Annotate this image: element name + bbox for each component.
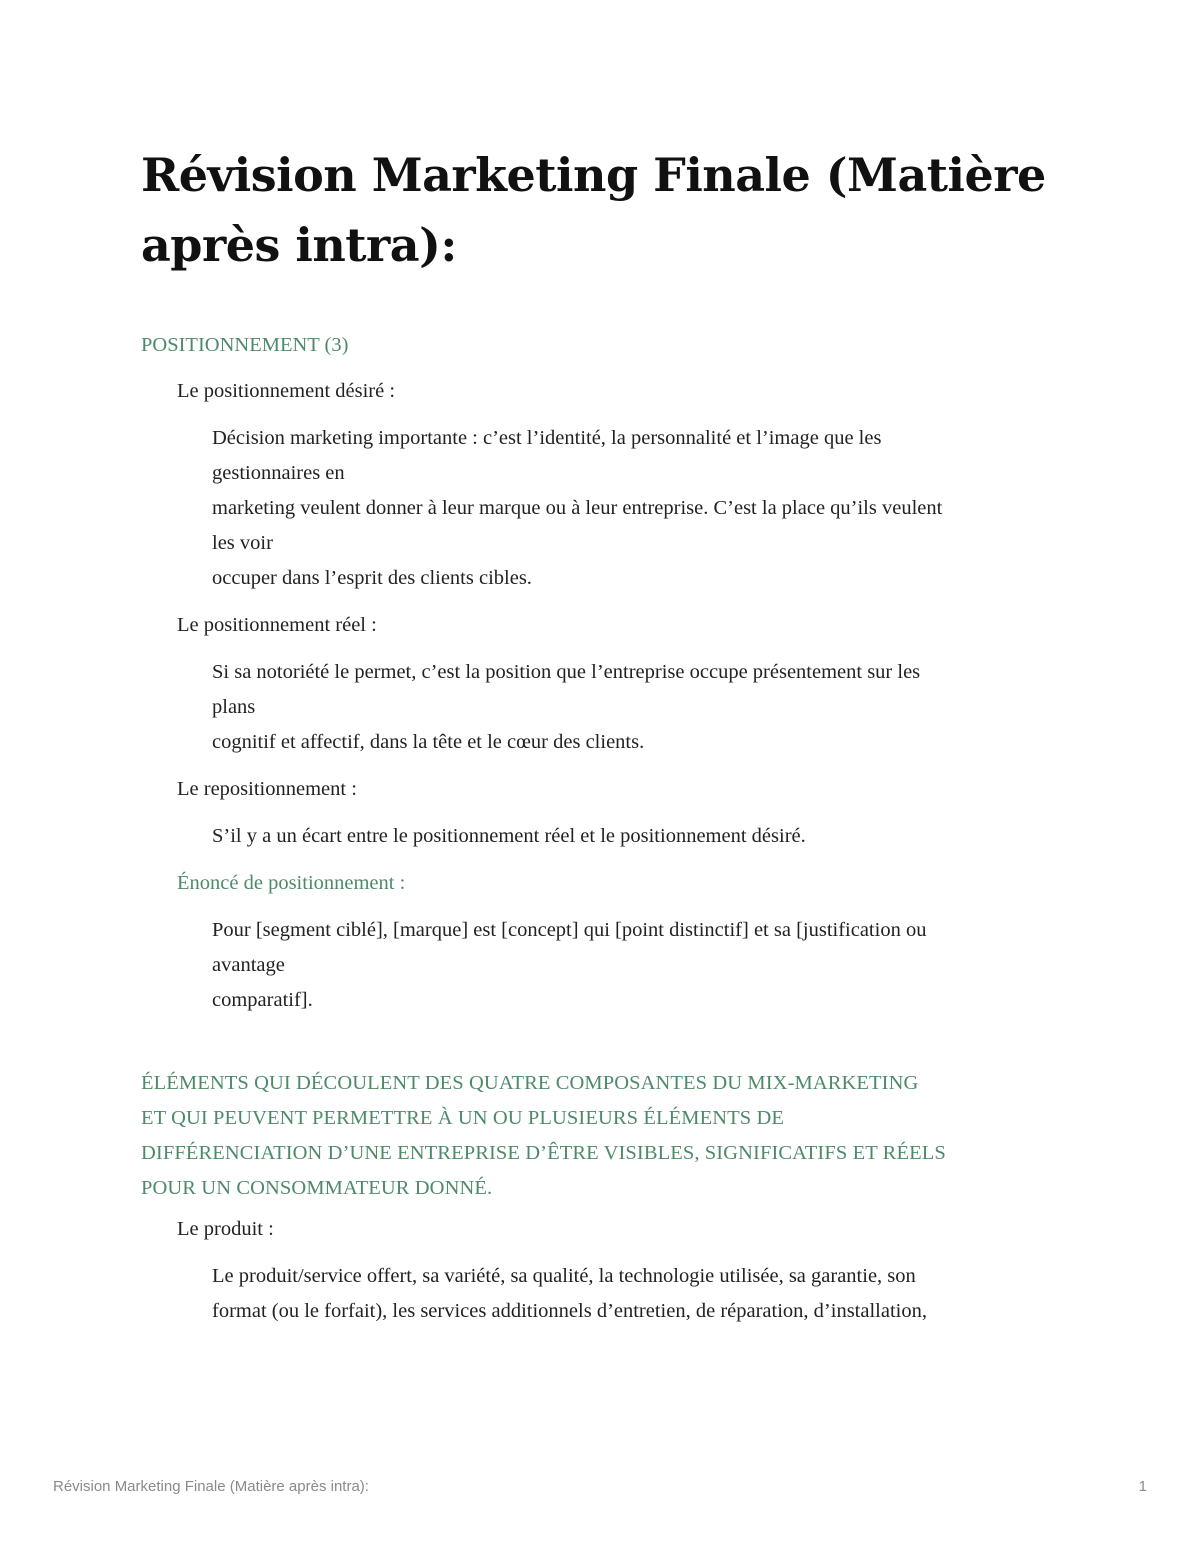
paragraph-line: marketing veulent donner à leur marque ou à leur entreprise. C’est la place qu’ils veulent bbox=[212, 497, 943, 519]
paragraph-line: gestionnaires en bbox=[212, 462, 345, 484]
section-heading-positionnement: POSITIONNEMENT (3) bbox=[141, 334, 349, 356]
paragraph-line: Le produit/service offert, sa variété, sa qualité, la technologie utilisée, sa garantie, son bbox=[212, 1265, 916, 1287]
paragraph-line: Si sa notoriété le permet, c’est la position que l’entreprise occupe présentement sur les bbox=[212, 661, 921, 683]
document-content bbox=[141, 328, 1061, 1335]
paragraph-line: plans bbox=[212, 696, 256, 718]
paragraph-produit bbox=[141, 1253, 1061, 1335]
label-enonce-positionnement: Énoncé de positionnement : bbox=[177, 872, 406, 894]
heading-line: ET QUI PEUVENT PERMETTRE À UN OU PLUSIEURS ÉLÉMENTS DE bbox=[141, 1107, 784, 1129]
paragraph-enonce-positionnement bbox=[141, 907, 1061, 1024]
footer-page-number: 1 bbox=[1138, 1478, 1147, 1495]
document-title: Révision Marketing Finale (Matière après intra): bbox=[141, 148, 1046, 272]
section-heading-elements bbox=[141, 1066, 1061, 1206]
paragraph-line: format (ou le forfait), les services additionnels d’entretien, de réparation, d’installation, bbox=[212, 1300, 927, 1322]
paragraph-line: Décision marketing importante : c’est l’identité, la personnalité et l’image que les bbox=[212, 427, 882, 449]
label-positionnement-reel: Le positionnement réel : bbox=[177, 614, 377, 636]
heading-line: DIFFÉRENCIATION D’UNE ENTREPRISE D’ÊTRE VISIBLES, SIGNIFICATIFS ET RÉELS bbox=[141, 1142, 946, 1164]
footer-document-title: Révision Marketing Finale (Matière après intra): bbox=[53, 1478, 369, 1495]
paragraph-line: les voir bbox=[212, 532, 273, 554]
paragraph-line: cognitif et affectif, dans la tête et le cœur des clients. bbox=[212, 731, 645, 753]
heading-line: POUR UN CONSOMMATEUR DONNÉ. bbox=[141, 1177, 493, 1199]
label-produit: Le produit : bbox=[177, 1218, 274, 1240]
paragraph-line: occuper dans l’esprit des clients cibles. bbox=[212, 567, 532, 589]
paragraph-line: avantage bbox=[212, 954, 285, 976]
paragraph-line: S’il y a un écart entre le positionnement réel et le positionnement désiré. bbox=[212, 825, 806, 847]
paragraph-line: comparatif]. bbox=[212, 989, 313, 1011]
paragraph-line: Pour [segment ciblé], [marque] est [concept] qui [point distinctif] et sa [justification ou bbox=[212, 919, 927, 941]
paragraph-positionnement-desire bbox=[141, 415, 1061, 602]
page-footer bbox=[53, 1478, 1147, 1502]
paragraph-repositionnement bbox=[141, 813, 1061, 860]
label-positionnement-desire: Le positionnement désiré : bbox=[177, 380, 396, 402]
paragraph-positionnement-reel bbox=[141, 649, 1061, 766]
heading-line: ÉLÉMENTS QUI DÉCOULENT DES QUATRE COMPOSANTES DU MIX-MARKETING bbox=[141, 1072, 919, 1094]
label-repositionnement: Le repositionnement : bbox=[177, 778, 357, 800]
